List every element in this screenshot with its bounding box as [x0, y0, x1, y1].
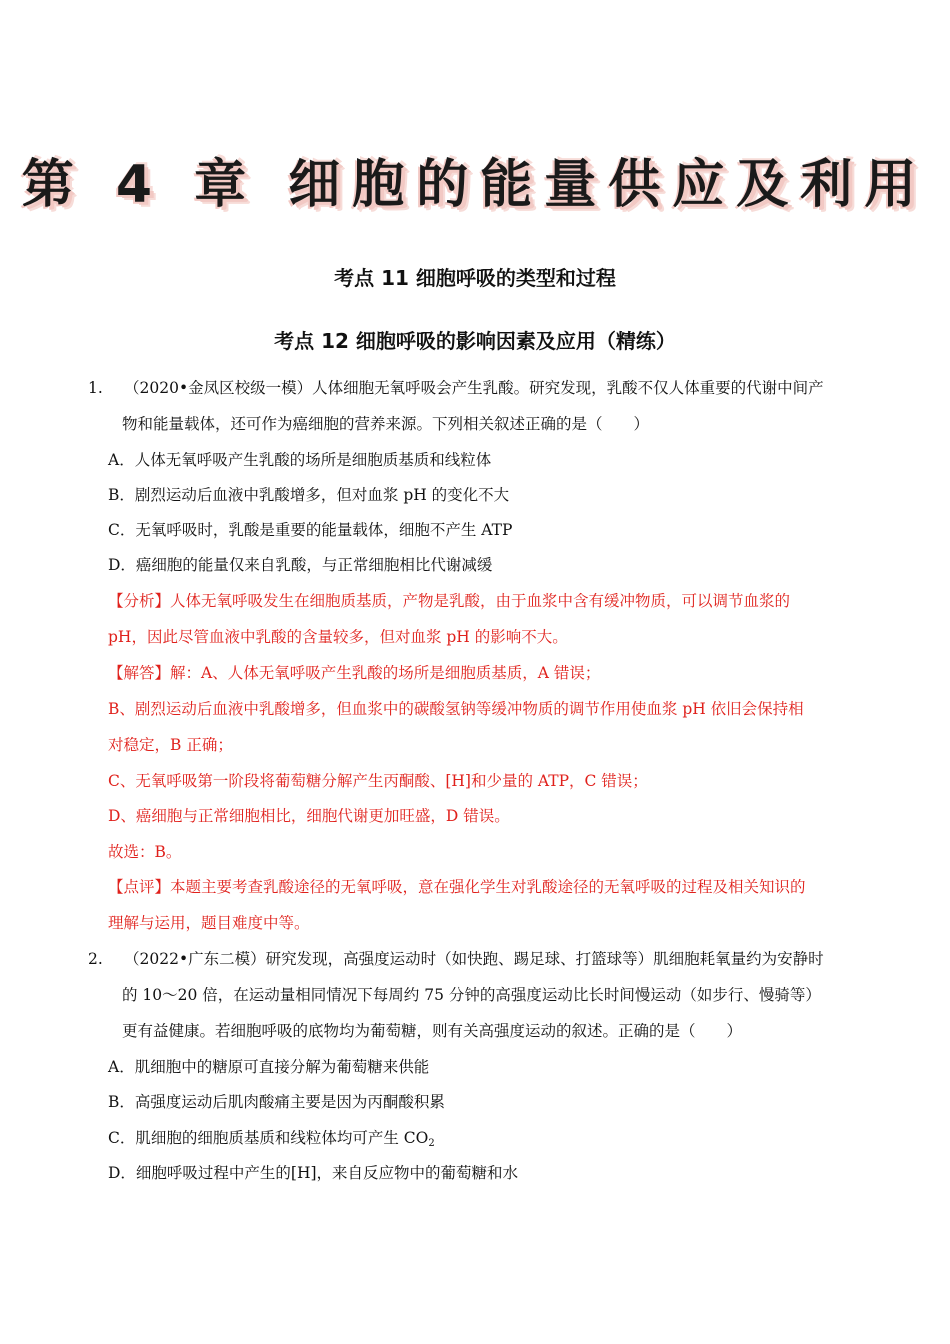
question-2-stem-line-2: 的 10～20 倍，在运动量相同情况下每周约 75 分钟的高强度运动比长时间慢运动（如步行、慢骑等） [122, 986, 821, 1004]
question-1-number: 1. [88, 379, 103, 397]
question-1-option-d: D．癌细胞的能量仅来自乳酸，与正常细胞相比代谢减缓 [108, 556, 493, 574]
question-1-option-c: C．无氧呼吸时，乳酸是重要的能量载体，细胞不产生 ATP [108, 521, 513, 539]
question-1-analysis-line-2: pH，因此尽管血液中乳酸的含量较多，但对血浆 pH 的影响不大。 [108, 628, 568, 646]
question-2-option-c-text: C．肌细胞的细胞质基质和线粒体均可产生 CO [108, 1129, 429, 1147]
question-2-option-b: B．高强度运动后肌肉酸痛主要是因为丙酮酸积累 [108, 1093, 445, 1111]
question-2-stem-line-3: 更有益健康。若细胞呼吸的底物均为葡萄糖，则有关高强度运动的叙述。正确的是（ ） [122, 1022, 743, 1040]
question-2-option-a: A．肌细胞中的糖原可直接分解为葡萄糖来供能 [108, 1058, 430, 1076]
question-1-stem-line-1: （2020•金凤区校级一模）人体细胞无氧呼吸会产生乳酸。研究发现，乳酸不仅人体重要的代谢中间产 [124, 379, 824, 397]
question-1-option-b: B．剧烈运动后血液中乳酸增多，但对血浆 pH 的变化不大 [108, 486, 510, 504]
section-subtitle-1: 考点 11 细胞呼吸的类型和过程 [334, 266, 616, 290]
question-1-answer-line-2: B、剧烈运动后血液中乳酸增多，但血浆中的碳酸氢钠等缓冲物质的调节作用使血浆 pH 依旧会保持相 [108, 700, 804, 718]
question-1-answer-line-4: C、无氧呼吸第一阶段将葡萄糖分解产生丙酮酸、[H]和少量的 ATP，C 错误； [108, 772, 648, 790]
question-1-comment-line-1: 【点评】本题主要考查乳酸途径的无氧呼吸，意在强化学生对乳酸途径的无氧呼吸的过程及相关知识的 [108, 878, 806, 896]
question-2-number: 2. [88, 950, 103, 968]
question-2-option-d: D．细胞呼吸过程中产生的[H]，来自反应物中的葡萄糖和水 [108, 1164, 519, 1182]
question-2-option-c-subscript: 2 [428, 1138, 435, 1149]
question-1-comment-line-2: 理解与运用，题目难度中等。 [108, 914, 310, 932]
question-1-stem-line-2: 物和能量载体，还可作为癌细胞的营养来源。下列相关叙述正确的是（ ） [122, 415, 650, 433]
question-1-choice: 故选：B。 [108, 843, 182, 861]
question-1-analysis-line-1: 【分析】人体无氧呼吸发生在细胞质基质，产物是乳酸，由于血浆中含有缓冲物质，可以调节血浆的 [108, 592, 791, 610]
question-1-answer-line-3: 对稳定，B 正确； [108, 736, 233, 754]
question-2-stem-line-1: （2022•广东二模）研究发现，高强度运动时（如快跑、踢足球、打篮球等）肌细胞耗氧量约为安静时 [124, 950, 824, 968]
question-1-answer-line-1: 【解答】解：A、人体无氧呼吸产生乳酸的场所是细胞质基质，A 错误； [108, 664, 601, 682]
question-2-option-c [108, 1127, 435, 1149]
question-1-option-a: A．人体无氧呼吸产生乳酸的场所是细胞质基质和线粒体 [108, 451, 492, 469]
chapter-title: 第 4 章 细胞的能量供应及利用 [21, 155, 929, 215]
section-subtitle-2: 考点 12 细胞呼吸的影响因素及应用（精练） [274, 329, 676, 353]
question-1-answer-line-5: D、癌细胞与正常细胞相比，细胞代谢更加旺盛，D 错误。 [108, 807, 510, 825]
